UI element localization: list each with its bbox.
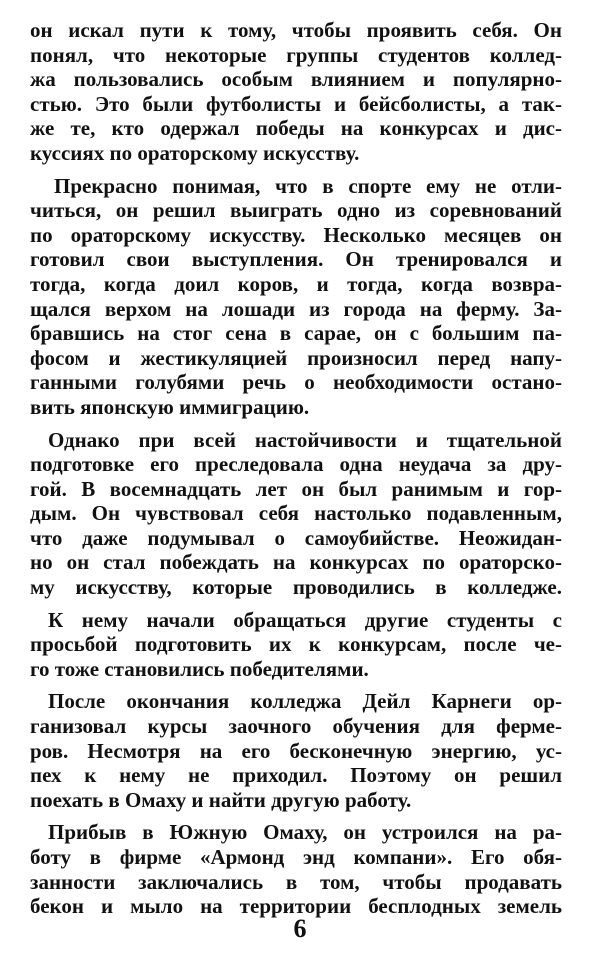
text-line: тогда, когда доил коров, и тогда, когда возвра-	[30, 271, 562, 296]
text-line: го тоже становились победителями.	[30, 656, 369, 681]
text-line: ганизовал курсы заочного обучения для ферме-	[30, 714, 562, 739]
text-line: читься, он решил выиграть одно из соревнований	[30, 198, 562, 223]
text-line: что даже подумывал о самоубийстве. Неожидан-	[30, 525, 562, 550]
text-line: ров. Несмотря на его бесконечную энергию, ус-	[30, 738, 562, 763]
text-line: бравшись на стог сена в сарае, он с большим па-	[30, 321, 562, 346]
text-line: он искал пути к тому, чтобы проявить себя. Он	[30, 18, 562, 42]
text-line: ганными голубями речь о необходимости останo-	[30, 370, 562, 395]
paragraph	[30, 428, 562, 600]
paragraph	[30, 174, 562, 420]
page-body	[30, 18, 562, 919]
text-line: Однако при всей настойчивости и тщательной	[48, 427, 562, 452]
text-line: понял, что некоторые группы студентов коллед-	[30, 42, 562, 67]
text-line: стью. Это были футболисты и бейсболисты, а так-	[30, 91, 562, 116]
text-line: К нему начали обращаться другие студенты с	[48, 607, 562, 632]
text-line: подготовке его преследовала одна неудача за дру-	[30, 452, 562, 477]
text-line: поехать в Омаху и найти другую работу.	[30, 787, 412, 812]
text-line: Прибыв в Южную Омаху, он устроился на ра-	[48, 820, 562, 845]
text-line: по ораторскому искусству. Несколько месяцев он	[30, 222, 562, 247]
paragraph	[30, 689, 562, 812]
text-line: гой. В восемнадцать лет он был ранимым и гор-	[30, 476, 562, 501]
text-line: просьбой подготовить их к конкурсам, после че-	[30, 632, 562, 657]
text-line: бекон и мыло на территории бесплодных земель	[30, 894, 562, 919]
text-line: вить японскую иммиграцию.	[30, 394, 310, 419]
text-line: готовил свои выступления. Он тренировался и	[30, 247, 562, 272]
text-line: занности заключались в том, чтобы продавать	[30, 869, 562, 894]
paragraph	[30, 18, 562, 166]
text-line: му искусству, которые проводились в колледже.	[30, 575, 562, 600]
text-line: Прекрасно понимая, что в спорте ему не отли-	[54, 173, 562, 198]
paragraph	[30, 820, 562, 918]
text-line: но он стал побеждать на конкурсах по ораторско-	[30, 550, 562, 575]
text-line: пех к нему не приходил. Поэтому он решил	[30, 763, 562, 788]
text-line: жа пользовались особым влиянием и популярно-	[30, 67, 562, 92]
text-line: фосом и жестикуляцией произносил перед напу-	[30, 345, 562, 370]
page-number: 6	[293, 914, 307, 943]
text-line: После окончания колледжа Дейл Карнеги ор-	[48, 689, 562, 714]
text-line: куссиях по ораторскому искусству.	[30, 140, 360, 165]
paragraph	[30, 608, 562, 682]
text-line: боту в фирме «Армонд энд компани». Его обя-	[30, 845, 562, 869]
text-line: щался верхом на лошади из города на ферму. За-	[30, 296, 562, 321]
text-line: же те, кто одержал победы на конкурсах и дис-	[30, 116, 562, 141]
text-line: дым. Он чувствовал себя настолько подавленным,	[30, 501, 562, 526]
